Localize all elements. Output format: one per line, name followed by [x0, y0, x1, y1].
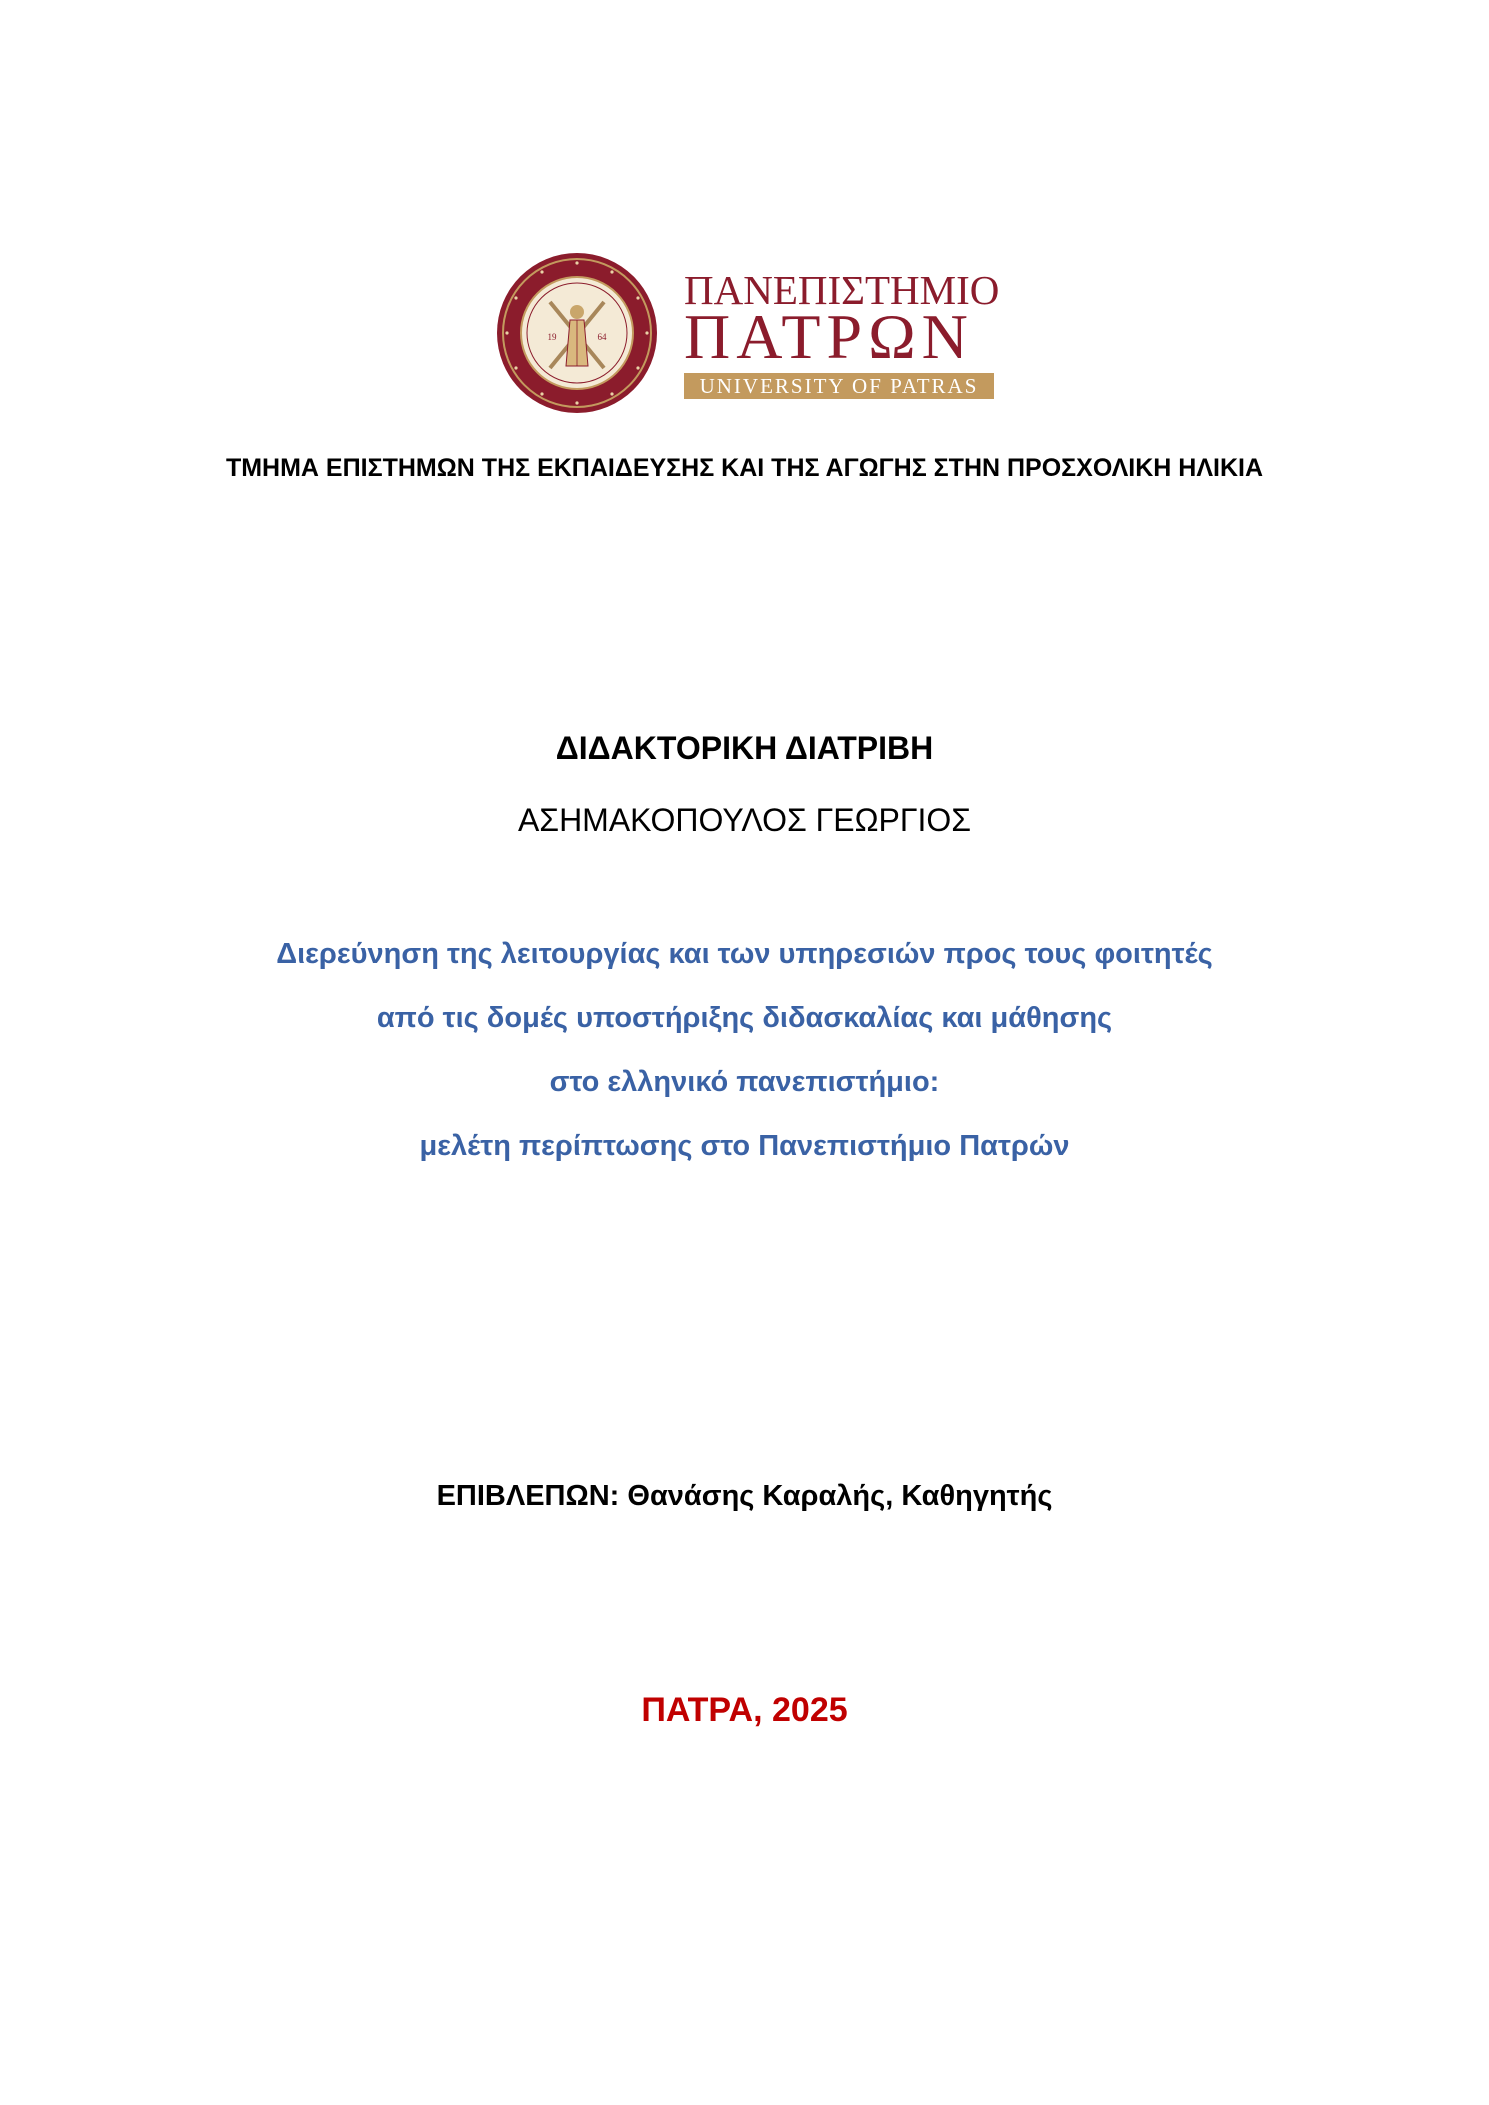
place-and-year: ΠΑΤΡΑ, 2025 — [641, 1691, 848, 1729]
thesis-title-line-1: Διερεύνηση της λειτουργίας και των υπηρεσιών προς τους φοιτητές — [276, 938, 1213, 970]
thesis-title-line-3: στο ελληνικό πανεπιστήμιο: — [549, 1066, 940, 1098]
university-logo — [494, 250, 1004, 418]
wordmark-line-2: ΠΑΤΡΩΝ — [684, 301, 974, 372]
seal-year-right: 64 — [597, 332, 607, 342]
university-wordmark — [684, 267, 1002, 410]
university-seal-icon — [494, 250, 660, 416]
document-type: ΔΙΔΑΚΤΟΡΙΚΗ ΔΙΑΤΡΙΒΗ — [555, 730, 934, 766]
department-name: ΤΜΗΜΑ ΕΠΙΣΤΗΜΩΝ ΤΗΣ ΕΚΠΑΙΔΕΥΣΗΣ ΚΑΙ ΤΗΣ ΑΓΩΓΗΣ ΣΤΗΝ ΠΡΟΣΧΟΛΙΚΗ ΗΛΙΚΙΑ — [225, 454, 1264, 482]
seal-year-left: 19 — [547, 332, 557, 342]
wordmark-line-1: ΠΑΝΕΠΙΣΤΗΜΙΟ — [684, 267, 1000, 313]
thesis-title-line-4: μελέτη περίπτωσης στο Πανεπιστήμιο Πατρών — [419, 1130, 1070, 1162]
author-name: ΑΣΗΜΑΚΟΠΟΥΛΟΣ ΓΕΩΡΓΙΟΣ — [517, 802, 972, 838]
supervisor: ΕΠΙΒΛΕΠΩΝ: Θανάσης Καραλής, Καθηγητής — [436, 1480, 1053, 1512]
thesis-title-line-2: από τις δομές υποστήριξης διδασκαλίας και μάθησης — [376, 1002, 1113, 1034]
thesis-title — [0, 922, 1489, 1178]
wordmark-band: UNIVERSITY OF PATRAS — [684, 373, 994, 399]
